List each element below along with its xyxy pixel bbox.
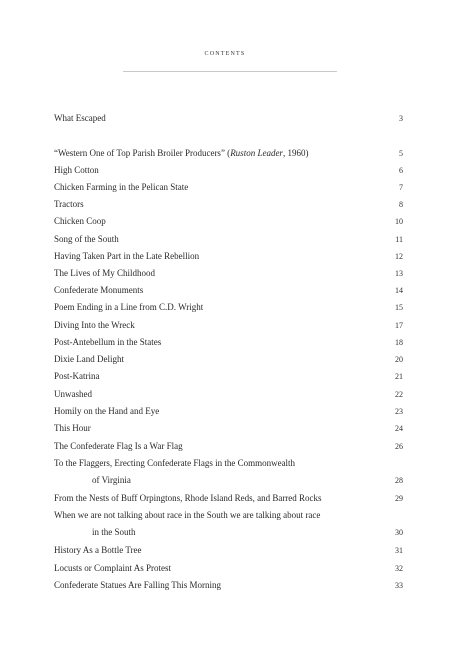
entry-title: Post-Katrina [54,371,100,381]
entry-title: Poem Ending in a Line from C.D. Wright [54,302,204,312]
entry-title-part: “Western One of Top Parish Broiler Producers” ( [54,148,231,158]
entry-title: Chicken Coop [54,216,106,226]
entry-page-number: 7 [399,183,403,192]
entry-page-number: 18 [395,338,403,347]
entry-title: Unwashed [54,389,92,399]
entry-page-number: 3 [399,114,403,123]
entry-page-number: 24 [395,424,403,433]
entry-title: This Hour [54,423,91,433]
entry-title: Diving Into the Wreck [54,320,135,330]
entry-page-number: 32 [395,564,403,573]
entry-title: Homily on the Hand and Eye [54,406,160,416]
entry-title: Post-Antebellum in the States [54,337,162,347]
entry-title: Locusts or Complaint As Protest [54,563,171,573]
entry-title: Having Taken Part in the Late Rebellion [54,251,200,261]
entry-page-number: 26 [395,442,403,451]
entry-title: The Lives of My Childhood [54,268,155,278]
entry-page-number: 22 [395,390,403,399]
entry-page-number: 6 [399,166,403,175]
entry-title: The Confederate Flag Is a War Flag [54,441,183,451]
entry-title: Tractors [54,199,84,209]
entry-title [54,148,308,159]
entry-page-number: 28 [395,476,403,485]
entry-title: Chicken Farming in the Pelican State [54,182,189,192]
entry-page-number: 5 [399,149,403,158]
entry-page-number: 12 [395,252,403,261]
entry-title: Dixie Land Delight [54,354,124,364]
entry-title-continuation: in the South [92,527,136,537]
entry-title: From the Nests of Buff Orpingtons, Rhode Island Reds, and Barred Rocks [54,493,322,503]
entry-title: What Escaped [54,113,106,123]
entry-page-number: 13 [395,269,403,278]
heading-rule [123,71,337,72]
entry-page-number: 17 [395,321,403,330]
entry-page-number: 10 [395,217,403,226]
entry-page-number: 31 [395,546,403,555]
entry-page-number: 29 [395,494,403,503]
entry-title: High Cotton [54,165,99,175]
entry-page-number: 30 [395,528,403,537]
entry-title: When we are not talking about race in the South we are talking about race [54,510,321,520]
entry-page-number: 33 [395,581,403,590]
entry-title-part: , 1960) [282,148,309,158]
entry-title: Confederate Statues Are Falling This Morning [54,580,222,590]
entry-page-number: 15 [395,303,403,312]
entry-title: Song of the South [54,234,119,244]
entry-title: To the Flaggers, Erecting Confederate Flags in the Commonwealth [54,458,296,468]
entry-page-number: 21 [395,372,403,381]
entry-title: History As a Bottle Tree [54,545,142,555]
entry-page-number: 14 [395,286,403,295]
entry-title-continuation: of Virginia [92,475,131,485]
entry-page-number: 20 [395,355,403,364]
entry-page-number: 8 [399,200,403,209]
entry-title: Confederate Monuments [54,285,144,295]
entry-page-number: 23 [395,407,403,416]
contents-heading: contents [204,48,246,57]
entry-page-number: 11 [395,235,403,244]
entry-title-italic: Ruston Leader [230,148,283,158]
